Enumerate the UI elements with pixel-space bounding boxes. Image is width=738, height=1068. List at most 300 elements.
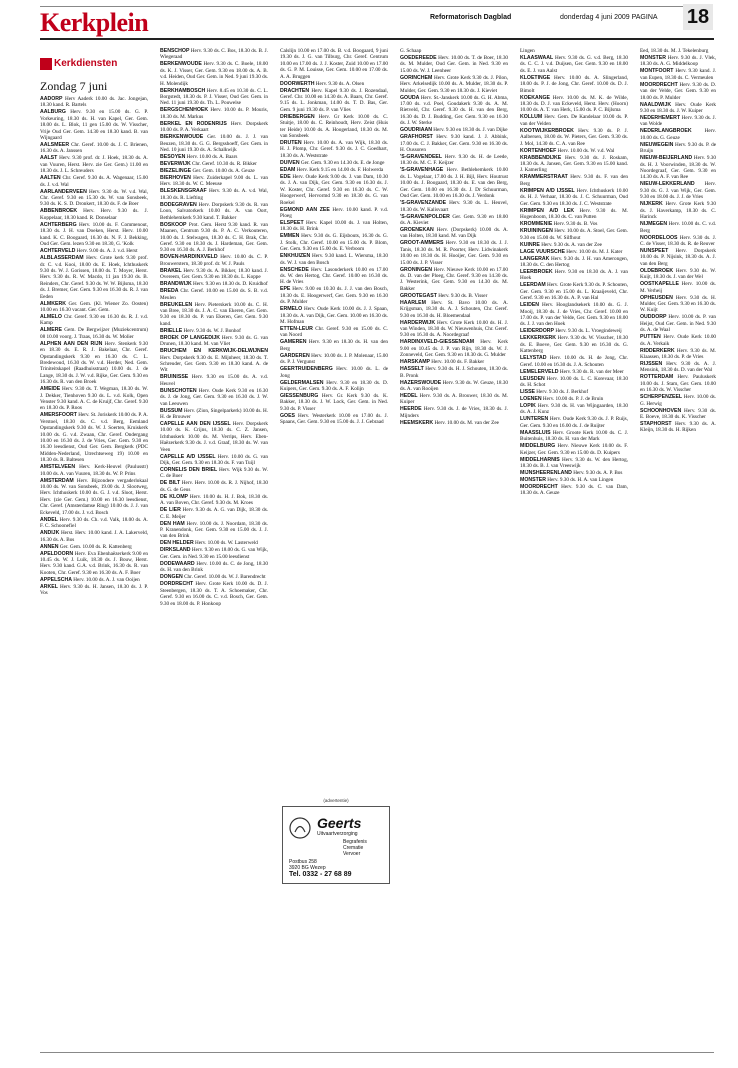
advertisement-label: (advertentie) bbox=[323, 798, 349, 803]
listing-place-name: ERMELO bbox=[280, 306, 303, 313]
church-listing-entry bbox=[40, 544, 148, 550]
listing-service-times: Herv. 9.30 ds. H. van Wijngaarden, 18.30 ds. A. J. Kunz bbox=[520, 402, 628, 416]
page-number: 18 bbox=[683, 4, 713, 30]
listing-place-name: OPHEUSDEN bbox=[640, 294, 673, 301]
listing-place-name: MONSTER bbox=[520, 477, 546, 483]
church-listing-entry bbox=[160, 281, 268, 287]
footer-rule bbox=[40, 1052, 714, 1053]
listing-service-times: Herv. 9.30 ds. W. Kuijt, 18.30 ds. J. van der Wel bbox=[640, 267, 716, 281]
listing-service-times: Herv. 9.30 ds. G. v.d. Berg, 18.30 ds. C. C. J. v.d. Duijsen, Ger. Gem. 9.30 en 18.00 ds. E. J. van Aalst bbox=[520, 55, 628, 74]
listing-place-name: EDE bbox=[280, 173, 291, 180]
church-listing-entry bbox=[400, 95, 508, 127]
church-listing-entry bbox=[400, 240, 508, 266]
listing-service-times: Herv. 9.00 en 10.30 ds. J. J. van den Bosch, 18.30 ds. E. Hoogerwerf, Ger. Gem. 9.30 en 16.30 ds. P. Mulder bbox=[280, 286, 388, 306]
listing-place-name: AMSTERDAM bbox=[40, 477, 74, 484]
listing-place-name: BRIELLE bbox=[160, 327, 183, 334]
listing-service-times: Herv. 10.00 ds. F. Commenout, 18.30 ds. J. H. van Doeken, Herst. Herv. 10.00 kand. K. C. Boogaard, 16.30 ds. N. F. J. Bekking, Oud Ger. Gem. lezen 9.30 en 18.30, G. 'Kolk bbox=[40, 221, 148, 248]
listing-place-name: PUTTEN bbox=[640, 334, 661, 341]
listing-column-2 bbox=[160, 48, 268, 1046]
listing-place-name: BEVERWIJK bbox=[160, 161, 191, 168]
listing-place-name: ENKHUIZEN bbox=[280, 253, 311, 260]
listing-service-times: Herv. 9.30 ds. P. de Bruijn bbox=[640, 141, 716, 155]
listing-place-name: DE BILT bbox=[160, 480, 181, 487]
church-listing-entry bbox=[520, 470, 628, 476]
listing-place-name: ENSCHEDE bbox=[280, 266, 309, 273]
listing-place-name: AARLANDERVEEN bbox=[40, 188, 87, 195]
listing-service-times: Herv. 9.30 ds. R. van der Meer bbox=[559, 368, 624, 375]
listing-service-times: Herv. 9.30 ds. J. Berkhof bbox=[536, 388, 589, 395]
church-listing-entry bbox=[400, 420, 508, 426]
listing-place-name: DRUTEN bbox=[280, 140, 302, 147]
listing-service-times: Herv Aaderk 10.00 ds. Jac. Jongejan, 18.30 kand. R. Bartels bbox=[40, 96, 148, 109]
church-listing-entry bbox=[40, 175, 148, 188]
listing-place-name: LEMELERVELD bbox=[520, 368, 559, 375]
listing-place-name: MIJNSHEERENLAND bbox=[520, 470, 572, 476]
listing-service-times: Herv. St. Bavo 10.00 ds. A. Krijgsman, 18.30 ds. A. J. Schouten, Chr. Geref. 9.30 en 16.30 ds. H. Bloemendaal bbox=[400, 299, 508, 319]
church-listing-entry bbox=[160, 561, 268, 574]
church-listing-entry bbox=[520, 328, 628, 334]
church-listing-entry bbox=[400, 300, 508, 319]
listing-service-times: Herv. 9.30 ds. A. Bikker, 18.30 kand. J. Overeem, Ger. Gem. 9.30 en 18.30 ds. L. Koppe bbox=[160, 267, 268, 281]
listing-place-name: DEN HAM bbox=[160, 520, 185, 527]
church-listing-entry bbox=[400, 134, 508, 153]
listing-place-name: LEERDAM bbox=[520, 282, 546, 289]
listing-place-name: BROEK OP LANGEDIJK bbox=[160, 334, 221, 341]
listing-service-times: Herv. 9.30 en 18.00 ds. G. van Wijk, Ger. Gem. in Ned. 9.30 en 15.00 leesdienst bbox=[160, 547, 268, 560]
listing-place-name: ALMELO bbox=[40, 313, 62, 320]
church-listing-entry bbox=[520, 443, 628, 456]
listing-service-times: Herv. Wijk 9.30 ds. W. C. de Boer bbox=[160, 467, 268, 480]
listing-place-name: KOEKANGE bbox=[520, 94, 550, 101]
listing-place-name: HAARLEM bbox=[400, 299, 426, 306]
advertiser-name: Geerts bbox=[317, 815, 362, 831]
church-listing-entry bbox=[400, 127, 508, 133]
listing-place-name: BENSCHOP bbox=[160, 48, 190, 54]
church-listing-entry bbox=[280, 174, 388, 206]
listing-service-times: Herv. 10.00 ds. C. P. Brouwerstern, 18.30 prof. dr. W. J. Pauls bbox=[160, 254, 268, 267]
listing-service-times: Herv. 9.30 ds. M. Klaassen, 18.30 ds. P. de Vries bbox=[640, 347, 716, 360]
listing-service-times: Herv. Nieuwe Kerk 10.00 ds. F. Keijzer, Ger. Gem. 9.30 en 15.00 ds. D. Kuipers bbox=[520, 443, 628, 456]
church-listing-entry bbox=[520, 114, 628, 127]
church-listing-entry bbox=[160, 421, 268, 453]
listing-place-name: BOSKOOP bbox=[160, 221, 187, 228]
listing-service-times: Herv. 9.30 ds. C. van Dam, 18.30 ds. A. Geuze bbox=[520, 484, 628, 497]
church-listing-entry bbox=[520, 335, 628, 354]
listing-service-times: Herv. 10.00 ds. L. C. Korevaar, 18.30 ds. H. Schot bbox=[520, 375, 628, 388]
advertiser-services bbox=[343, 839, 367, 857]
listing-service-times: Ger. Gem. 10.00 ds. A. Geuze bbox=[192, 168, 255, 175]
advertiser-subtitle: Uitvaartverzorging bbox=[317, 831, 358, 837]
church-listing-entry bbox=[400, 359, 508, 365]
listing-service-times: Herv. St. Joriskerk 10.00 ds. P. A. Verstoel, 18.30 ds. C. v.d. Berg, Eemland Opstandingskerk 9.30 ds. W. J. Soerten, Kruiskerk 10.00 ds. G. v.d. Zwaan, Chr. Geref. Ondergang 10.00 en 16.30 ds. J. de Vries, Ger. Gem. 9.30 en 16.30 leesdienst, Oud Ger. Gem. Bergkerk (PDC Midden-Nederland, Utrechtseweg 19) 10.00 en 18.30 ds. R. Baltesen bbox=[40, 412, 148, 464]
church-listing-entry bbox=[40, 248, 148, 254]
church-listing-entry bbox=[160, 454, 268, 467]
listing-service-times: Herv. 9.30 ds. A. v.d. Wal, 18.30 ds. R. Liefting bbox=[160, 188, 268, 201]
listing-service-times: Herv. Grote Kerk 9.30 ds. J. Pilon, Herv. Arkelsedijk 10.00 ds. A. Mulder, 18.30 ds. P. Mulder, Ger. Gem. 9.30 en 18.30 ds. J. Kieviet bbox=[400, 74, 508, 94]
church-listing-entry bbox=[520, 95, 628, 114]
listing-service-times: Herv. 10.00 ds. J. P. Molenaar, 15.00 ds. P. J. Vergunst bbox=[280, 352, 388, 366]
listing-place-name: BUNSCHOTEN bbox=[160, 387, 197, 394]
listing-service-times: Herv. Dorpskerk 10.00 ds. P. A. Verkaart bbox=[160, 120, 268, 134]
church-listing-entry bbox=[160, 328, 268, 334]
church-listing-entry bbox=[520, 369, 628, 375]
service-item: Crematie bbox=[343, 845, 364, 851]
listing-place-name: BRUINISSE bbox=[160, 374, 189, 381]
listing-place-name: NEDERHEMERT bbox=[640, 115, 681, 122]
church-listing-entry bbox=[160, 494, 268, 507]
church-listing-entry bbox=[40, 109, 148, 141]
listing-place-name: HASSELT bbox=[400, 366, 424, 373]
listing-place-name: GARDEREN bbox=[280, 352, 310, 359]
listing-service-times: Herv. 9.30 ds. J. Vlek, 18.30 ds. A. G. Middelkoop bbox=[640, 55, 716, 68]
listing-place-name: KUINRE bbox=[520, 241, 540, 248]
listing-service-times: G. Schaap bbox=[400, 48, 422, 54]
listing-service-times: Herv. 10.00 ds. P. van Heijst, Oud Ger. Gem. in Ned. 9.30 ds. A. de Waal bbox=[640, 314, 716, 334]
listing-place-name: 'S-GRAVENPOLDER bbox=[400, 213, 450, 220]
listing-column-6 bbox=[640, 48, 716, 1046]
listing-service-times: Herv. 9.30 ds. J. Roskam, 18.30 ds. A. Jansen, Ger. Gem. 9.30 en 15.00 kand. J. Kamerling bbox=[520, 154, 628, 174]
listing-service-times: Ger. Gem. (Kl. Wiener Zo. Oosten) 10.00 en 16.30 vacant. Ger. Gem. bbox=[40, 300, 148, 313]
church-listing-entry bbox=[400, 366, 508, 379]
listing-place-name: ROTTERDAM bbox=[640, 374, 674, 381]
section-logo bbox=[40, 58, 118, 72]
church-listing-entry bbox=[40, 386, 148, 412]
church-listing-entry bbox=[40, 96, 148, 109]
listing-place-name: HARDERWIJK bbox=[400, 319, 436, 326]
listing-place-name: HARDINXVELD-GIESSENDAM bbox=[400, 339, 475, 346]
church-listing-entry bbox=[640, 55, 716, 68]
church-listing-entry bbox=[160, 288, 268, 301]
church-listing-entry bbox=[160, 521, 268, 540]
listing-service-times: Lingen bbox=[520, 48, 535, 54]
listing-place-name: APELDOORN bbox=[40, 550, 74, 557]
listing-service-times: Herv. 10.00 ds. M. J. Kater bbox=[566, 248, 623, 255]
listing-service-times: Herv. Kerk 9.00 en 10.45 ds. J. P. van Rijn, 18.30 ds. W. J. Zonneveld, Ger. Gem. 9.30 en 18.30 ds. G. Mulder bbox=[400, 339, 508, 359]
listing-place-name: ABBENBROEK bbox=[40, 208, 78, 215]
listing-service-times: Herv. (Dorpskerk) 10.00 ds. A. van Holten, 18.30 kand. M. van Dijk bbox=[400, 226, 508, 240]
church-listing-entry bbox=[640, 394, 716, 407]
church-listing-entry bbox=[400, 154, 508, 167]
church-listing-entry bbox=[280, 253, 388, 266]
listing-place-name: DUIVEN bbox=[280, 159, 300, 166]
listing-place-name: BRAKEL bbox=[160, 267, 182, 274]
church-listing-entry bbox=[280, 267, 388, 286]
church-listing-entry bbox=[640, 68, 716, 81]
listing-place-name: HEERDE bbox=[400, 406, 422, 413]
listing-place-name: BESOYEN bbox=[160, 154, 186, 161]
listing-place-name: KRIMPEN A/D LEK bbox=[520, 207, 575, 214]
listing-place-name: MOORDRECHT bbox=[520, 484, 558, 490]
header-bottom-rule bbox=[40, 38, 714, 40]
listing-service-times: Herv. Grote Kerk 9.30 ds. P. Schouten, Ger. Gem. 9.30 en 15.00 ds. L. Kraaijeveld, Chr. Geref. 9.30 en 16.30 ds. A. P. van Hal bbox=[520, 282, 628, 302]
listing-service-times: Herv. Lasonderkerk 10.00 en 17.00 ds. W. den Hertog, Chr. Geref. 10.00 en 16.30 ds. H. de Vries bbox=[280, 266, 388, 286]
listing-service-times: Prot. Gem. Herst 9.30 kand. R. van Maanen, Centrum 9.30 ds. P. A. C. Verkouteren, 10.00 ds. J. Stelwagen, 18.30 ds. C. H. Brak, Chr. Geref. 9.30 en 18.30 ds. J. Hardeman, Ger. Gem. 9.30 en 16.30 ds. A. J. Berkhof bbox=[160, 221, 268, 254]
listing-service-times: Chr. Geref. 10.30 ds. R. Bikker bbox=[192, 161, 257, 168]
listing-service-times: Herv. 10.00 ds. P. Mouris, 18.30 ds. M. Markus bbox=[160, 107, 268, 120]
listing-service-times: Herv. Zuiderkapel 9.00 ds. L. van Herv. 18.30 ds. W. C. Meeuse bbox=[160, 175, 268, 188]
listing-service-times: Herv. 9.30 ds. W. Geuze, 18.30 ds. A. van Rooijen bbox=[400, 379, 508, 392]
listing-place-name: ALPHEN AAN DEN RIJN bbox=[40, 340, 103, 347]
listing-service-times: Herv. Oude Kerk 9.30 ds. J. P. Ruijs, Ger. Gem. 9.30 en 16.00 ds. J. de Ruijter bbox=[520, 416, 628, 429]
church-listing-entry bbox=[640, 48, 716, 54]
listing-service-times: Herv. Dorpskerk 10.00 ds. K. Crijns, 18.30 ds. C. Z. Jansen, Ichthuskerk 10.00 ds. M. Verrips, Herv. Eben-Haëzerkerk 9.30 ds. J. v.d. Graaf, 18.30 ds. W. van Veen bbox=[160, 421, 268, 453]
listing-service-times: Herv. 9.30 ds. H. de Leede, 18.30 ds. M. C. F. Keijzer bbox=[400, 154, 508, 167]
listing-service-times: Herv. Gr Kerk 10.00 ds. C. Stuitje, 18.00 ds. C. Reinhoudt, Herv. Zeist (Huis ter Heide) 10.00 ds. A. Hoogerland, 18.30 ds. M. van Sonsbeek bbox=[280, 113, 388, 140]
church-listing-entry bbox=[280, 380, 388, 393]
church-listing-entry bbox=[160, 467, 268, 480]
listing-service-times: Herv. Westerkerk 10.00 en 17.00 ds. J. Spaans, Ger. Gem. 9.30 en 15.00 ds. J. J. Gebraad bbox=[280, 412, 388, 426]
church-listing-entry bbox=[280, 81, 388, 87]
listing-place-name: ANDIJK bbox=[40, 530, 60, 537]
church-listing-entry bbox=[520, 484, 628, 497]
church-listing-entry bbox=[280, 366, 388, 379]
listing-place-name: BRANDWIJK bbox=[160, 281, 192, 288]
listing-place-name: MAASSLUIS bbox=[520, 429, 551, 436]
listing-place-name: NUNSPEET bbox=[640, 247, 669, 254]
listing-service-times: Herv. 8.45 en 10.30 ds. C. L. Borgstedt, 18.30 ds. P. J. Visser, Oud Ger. Gem. in Ned. 11 juni 19.30 ds. Th. L. Pouwelse bbox=[160, 87, 268, 107]
church-listing-entry bbox=[640, 235, 716, 248]
listing-service-times: Herv. St.-Janskerk 10.00 ds. G. H. Abma, 17.00 ds. v.d. Poel, Goudakerk 9.30 ds. A. M. Rietveld, Chr. Geref. 9.30 ds. H. van den Berg, 16.30 ds. D. J. Budding, Ger. Gem. 9.30 en 16.30 ds. J. W. Sterke bbox=[400, 94, 508, 127]
listing-service-times: Herv. 9.30 ds. B. Vos bbox=[553, 221, 598, 228]
church-listing-entry bbox=[400, 55, 508, 74]
listing-place-name: HAZERSWOUDE bbox=[400, 379, 442, 386]
listing-place-name: ALBLASSERDAM bbox=[40, 255, 84, 262]
listing-place-name: DORDRECHT bbox=[160, 581, 194, 588]
listing-place-name: GORINCHEM bbox=[400, 74, 433, 81]
address-line: Postbus 258 bbox=[289, 859, 317, 865]
listing-service-times: Herv. 10.00 ds. F. Bakker bbox=[431, 359, 485, 366]
listing-service-times: Herv. 9.30 kand. L. Wiersma, 18.30 ds. W. J. van den Bosch bbox=[280, 253, 388, 266]
church-listing-entry bbox=[160, 574, 268, 580]
church-listing-entry bbox=[520, 128, 628, 147]
listing-service-times: Herv. 9.30 ds. W. J. Bonhof bbox=[183, 327, 241, 334]
church-listing-entry bbox=[640, 421, 716, 434]
service-item: Begrafenis bbox=[343, 839, 367, 845]
advertisement[interactable] bbox=[282, 798, 390, 884]
listing-place-name: AMERSFOORT bbox=[40, 412, 77, 419]
listing-service-times: Herv. 10.00 ds. G. van Dijk, Ger. Gem. 9.30 en 18.30 ds. F. van Tuijl bbox=[160, 453, 268, 467]
church-listing-entry bbox=[520, 396, 628, 402]
listing-service-times: Ger. 10.00 ds. J. J. van Beuzen, 18.30 ds. G. G. Bergsshoeff, Ger. Gem. in Ned. 10 juni 19.30 ds. A. Schalkwijk bbox=[160, 134, 268, 154]
listing-service-times: Herv. Oude Kerk 10.00 ds. J. J. Spaan, 18.30 ds. A. van Dijk, Ger. Gem. 10.00 en 16.30 ds. M. Hofman bbox=[280, 306, 388, 325]
church-listing-entry bbox=[640, 115, 716, 128]
listing-place-name: LISSE bbox=[520, 388, 535, 395]
listing-place-name: ELSPEET bbox=[280, 219, 304, 226]
church-listing-entry bbox=[40, 155, 148, 174]
church-listing-entry bbox=[520, 242, 628, 248]
listing-service-times: Herv. 9.30 ds. F. van den Berg bbox=[520, 174, 628, 187]
church-listing-entry bbox=[520, 155, 628, 174]
church-listing-entry bbox=[40, 314, 148, 327]
church-listing-entry bbox=[640, 408, 716, 421]
listing-service-times: Herv. 9.30 ds. H. Jansen, 18.30 ds. J. P. Vos bbox=[40, 583, 148, 597]
listing-place-name: MONTFOORT bbox=[640, 68, 674, 75]
listing-place-name: GEERTRUIDENBERG bbox=[280, 366, 333, 373]
listing-service-times: Herv. 9.30 en 18.30 ds. J. van Dijke bbox=[433, 127, 508, 134]
church-listing-entry bbox=[640, 142, 716, 155]
listing-service-times: Herv. 9.30 ds. W. v.d. Wal, Chr. Geref. 9.30 en 15.30 ds. W. van Sonsbeek, 9.30 ds. K. S. D. Dronkert, 18.30 ds. F. de Boer bbox=[40, 188, 148, 208]
church-listing-entry bbox=[160, 61, 268, 87]
listing-service-times: Ger. Gem. 9.30 en 14.30 ds. E. de Jonge bbox=[300, 159, 385, 166]
listing-service-times: Chr. Geref. 10.00 ds. W. J. Barendrecht bbox=[184, 574, 266, 581]
listing-service-times: Chr. Geref. 10.00 en 15.00 ds. S. B. v.d. Meulen bbox=[160, 288, 268, 301]
church-listing-entry bbox=[640, 155, 716, 181]
listing-place-name: RIJSSEN bbox=[640, 360, 663, 367]
church-listing-entry bbox=[520, 48, 628, 54]
listing-place-name: DE KLOMP bbox=[160, 493, 188, 500]
church-listing-entry bbox=[280, 353, 388, 366]
listing-service-times: Herv. 9.30 ds. A. Kleijn, 18.30 ds. H. Rijken bbox=[640, 421, 716, 434]
listing-service-times: Herv. 9.30 ds. J. de Vries, 18.30 ds. J. Mijnders bbox=[400, 406, 508, 419]
listing-service-times: Herv. 9.30 ds. A. P. Bos bbox=[573, 470, 623, 476]
listing-service-times: Herv. 10.00 ds. C. v.d. Berg bbox=[640, 221, 716, 234]
listing-place-name: AALTEN bbox=[40, 175, 61, 182]
listing-service-times: Herv. Gem. De Kandelaar 10.00 ds. P. van der Velden bbox=[520, 114, 628, 127]
listing-place-name: KRAMMERSTRAAT bbox=[520, 174, 568, 181]
listing-place-name: KLAASWAAL bbox=[520, 55, 554, 61]
listing-service-times: Herv. Oude Kerk 10.00 ds. A. Verkaik bbox=[640, 334, 716, 347]
listing-place-name: AADORP bbox=[40, 96, 63, 102]
listing-place-name: BERKHAMBOSCH bbox=[160, 87, 206, 94]
church-listing-entry bbox=[280, 160, 388, 166]
listing-service-times: Herv. 9.30 ds. A. J. Mensink, 18.30 ds. D. van der Wal bbox=[640, 360, 716, 374]
listing-service-times: Herv. 10.00 ds. T. de Boer, 18.30 ds. M. Mulder, Oud Ger. Gem. in Ned. 9.30 en 15.00 ds. W. J. Leenheer bbox=[400, 55, 508, 74]
church-listing-entry bbox=[520, 188, 628, 207]
church-listing-entry bbox=[280, 326, 388, 339]
listing-place-name: EDAM bbox=[280, 166, 296, 173]
church-listing-entry bbox=[40, 255, 148, 300]
listing-service-times: Herv. 9.30 ds. C. Bos, 18.30 ds. B. J. Wiegeraad bbox=[160, 48, 268, 61]
church-listing-entry bbox=[520, 249, 628, 255]
listing-service-times: Eed, 18.30 ds. M. J. Tekelenburg bbox=[640, 48, 709, 54]
listing-place-name: MONSTER bbox=[640, 55, 666, 61]
listing-place-name: BODEGRAVEN bbox=[160, 201, 197, 208]
church-listing-entry bbox=[640, 268, 716, 281]
church-listing-entry bbox=[640, 82, 716, 101]
listing-place-name: KOOTWIJKERBROEK bbox=[520, 127, 574, 134]
listing-place-name: SCHERPENZEEL bbox=[640, 394, 683, 401]
listing-service-times: Herv. 10.00 ds. A. Baars bbox=[186, 154, 238, 161]
listing-place-name: LEERBROEK bbox=[520, 268, 553, 275]
listing-service-times: Herv. 9.30 kand. J. van Eupen, 18.30 ds. C. Vermeulen bbox=[640, 68, 716, 81]
church-listing-entry bbox=[520, 302, 628, 328]
listing-service-times: Herv. 9.30 en 18.30 ds. D. Kuipers, Ger. Gem. 9.30 ds. A. F. Kolijn bbox=[280, 379, 388, 392]
listing-service-times: Herv. 9.30 ds. E. Boeve, 18.30 ds. K. Visscher bbox=[640, 407, 716, 420]
listing-place-name: BRUCHEM EN KERKWIJK-DELWIJNEN bbox=[160, 348, 268, 355]
listing-column-1 bbox=[40, 96, 148, 1046]
listing-place-name: BERKEL EN RODENRIJS bbox=[160, 120, 227, 127]
church-listing-entry bbox=[160, 254, 268, 267]
listing-place-name: OLDEBROEK bbox=[640, 267, 674, 274]
church-listing-entry bbox=[640, 201, 716, 220]
listing-service-times: Herv. 9.30 ds. P. J. Aalbersen, 18.00 ds. W. Pieters, Ger. Gem. 9.30 ds. J. Mol, 14.30 ds. C. A. van Ree bbox=[520, 127, 628, 147]
church-listing-entry bbox=[280, 286, 388, 305]
listing-service-times: Chr. Geref. 10.00 ds. J. C. Brienen, 16.30 ds. A. Janssen bbox=[40, 142, 148, 155]
listing-place-name: LANGERAK bbox=[520, 255, 550, 262]
listing-place-name: BERGSCHENHOEK bbox=[160, 107, 209, 114]
listing-service-times: Herv. 9.30 en 15.00 ds. G. P. Vorkeuring, 18.30 ds. H. van Kapel, Ger. Gem. 18.00 ds. L. Blok, 11 gen 15.00 ds. W. Visscher, Vrije Oud Ger. Gem. 14.30 en 18.30 kand. B. van Wijngaard bbox=[40, 109, 148, 142]
page-header bbox=[0, 0, 738, 46]
listing-service-times: Herv. 9.30 ds. H. Mulder, Ger. Gem. 9.30 en 16.30 ds. W. Kuijt bbox=[640, 294, 716, 314]
listing-place-name: CAPELLE AAN DEN IJSSEL bbox=[160, 421, 231, 427]
listing-service-times: Herv. 10.00 ds. G. Herwig bbox=[640, 394, 716, 407]
church-listing-entry bbox=[640, 281, 716, 294]
listing-place-name: CAPELLE A/D IJSSEL bbox=[160, 453, 216, 460]
listing-service-times: Herv. 10.00 ds. M. van der Zee bbox=[434, 419, 499, 426]
listing-place-name: LEUSDEN bbox=[520, 375, 545, 382]
listing-service-times: Herv. 10.00 ds. L. de Jong bbox=[280, 366, 388, 379]
listing-service-times: Herv. Oude Kerk 9.30 en 16.30 ds. J. de Jong, Ger. Gem. 9.30 en 16.30 ds. J. W. van Leeuwen bbox=[160, 387, 268, 407]
listing-place-name: SCHOONHOVEN bbox=[640, 407, 682, 414]
church-listing-entry bbox=[160, 547, 268, 560]
listing-column-4 bbox=[400, 48, 508, 1046]
church-listing-entry bbox=[400, 380, 508, 393]
church-listing-entry bbox=[640, 374, 716, 393]
listing-service-times: Herv. Dorpskerk 10.00 ds. P. Nijsink, 18.30 ds. A. J. van den Berg bbox=[640, 247, 716, 267]
listing-place-name: GROOTEGAST bbox=[400, 292, 437, 299]
listing-place-name: BERKENWOUDE bbox=[160, 61, 202, 68]
listing-service-times: Herv. 9.30 ds. H. A. van Lingen bbox=[547, 477, 614, 483]
listing-service-times: Herv. 10.00 ds. A. Slingerland, 18.00 ds. P. J. de Jong, Chr. Geref. 10.00 ds. D. J. Bimolt bbox=[520, 74, 628, 94]
listing-service-times: Herv. Bijzondere vergaderlokaal 10.00 ds. W. van Sonsbeek, 19.00 ds. J. Slootweg, Herv. Ichthuskerk 10.00 ds. G. J. v.d. Sloot, Herst. Herv. (zie Ger. Gem.) 10.00 en 16.30 leesdienst, Chr. Geref. (Amsterdamse Ring) 10.00 ds. J. J. van Eckeveld, 17.00 ds. J. v.d. Bosch bbox=[40, 477, 148, 516]
church-listing-entry bbox=[40, 222, 148, 248]
listing-place-name: LELYSTAD bbox=[520, 355, 547, 362]
listing-place-name: MIDDELHARNIS bbox=[520, 456, 560, 463]
issue-date: donderdag 4 juni 2009 PAGINA bbox=[560, 14, 658, 21]
church-listing-entry bbox=[40, 341, 148, 386]
listing-place-name: NIEUWEGEIN bbox=[640, 141, 674, 148]
listing-service-times: Herv. 9.30 ds. B. Visser bbox=[438, 292, 488, 299]
listing-place-name: GROENEKAN bbox=[400, 226, 434, 233]
listing-place-name: AMEIDE bbox=[40, 386, 61, 393]
church-listing-entry bbox=[40, 551, 148, 577]
church-listing-entry bbox=[160, 335, 268, 348]
listing-place-name: MOORDRECHT bbox=[640, 81, 678, 88]
listing-service-times: Herv. Oude Kerk 9.00 ds. J. van Dam, 10.30 ds. J. A. van Dijk, Ger. Gem. 9.30 en 16.30 ds. J. W. Koster, Chr. Geref. 9.30 en 16.30 ds. C. W. Hoogerwerf, Hervormd 9.30 en 18.30 ds. G. van Roekel bbox=[280, 173, 388, 206]
listing-place-name: NIJMEGEN bbox=[640, 221, 668, 228]
listing-service-times: Herv. 9.30 ds. T. Wegman, 18.30 ds. W. J. Dekker, Tienhoven 9.30 ds. L. v.d. Kolk, Open Venster 9.30 kand. A. C. de Kruijf, Chr. Geref. 9.30 en 18.30 ds. P. Roos bbox=[40, 386, 148, 412]
listing-service-times: Herv. Eva Ebenhaëzerkerk 9.00 en 10.45 ds. W. J. Luik, 18.30 ds. J. Bouw, Herst. Herv. 9.30 kand. G.A. v.d. Brink, 16.30 ds. R. van Kooten, Chr. Geref. 9.30 en 16.30 ds. A. F. Boer bbox=[40, 550, 148, 576]
church-listing-entry bbox=[400, 320, 508, 339]
listing-place-name: ANNEN bbox=[40, 543, 59, 550]
listing-place-name: NEDERLANGBROEK bbox=[640, 128, 692, 135]
listing-place-name: NOORDELOOS bbox=[640, 234, 678, 241]
church-listing-entry bbox=[160, 374, 268, 387]
church-listing-entry bbox=[280, 140, 388, 159]
church-listing-entry bbox=[640, 314, 716, 333]
listing-service-times: Herv. Grote Kerk 9.30 ds. J. Haverkamp, 18.30 ds. C. Harinck bbox=[640, 201, 716, 221]
church-listing-entry bbox=[640, 181, 716, 200]
listing-service-times: Herv. Kapel 10.00 ds. J. van Holten, 18.30 ds. H. Brink bbox=[280, 219, 388, 233]
listing-place-name: OOSTKAPELLE bbox=[640, 281, 679, 288]
church-listing-entry bbox=[520, 477, 628, 483]
church-listing-entry bbox=[520, 269, 628, 282]
listing-service-times: Herv. 10.00 ds. P. J. de Bruin bbox=[542, 395, 604, 402]
listing-place-name: LEIDEN bbox=[520, 302, 540, 309]
listing-service-times: Herv. 9.30 ds. A. Brouwer, 18.30 ds. M. Kuiper bbox=[400, 393, 508, 406]
listing-place-name: EGMOND AAN ZEE bbox=[280, 206, 330, 213]
church-listing-entry bbox=[640, 128, 716, 141]
listing-service-times: Herv. 9.30 ds. J. H. van Amerongen, 18.30 ds. C. den Hertog bbox=[520, 255, 628, 268]
listing-service-times: Herv. 9.00 ds. A. J. v.d. Herst bbox=[76, 248, 138, 255]
listing-place-name: APPELSCHA bbox=[40, 576, 72, 583]
listing-service-times: Herv. 9.30 en 15.00 ds. A. v.d. Heuvel bbox=[160, 374, 268, 387]
listing-service-times: Herv. 10.00 ds. M. K. de Wilde, 18.30 ds. D. J. van Eckeveld, Herst. Herv. (Hoorn) 10.00 ds. A. T. van Herk, 15.00 ds. P. C. Bijlsma bbox=[520, 94, 628, 114]
church-listing-entry bbox=[40, 464, 148, 477]
listing-service-times: Herv. 9.30 ds. G. J. van Wijk, Ger. Gem. 9.30 en 18.00 ds. J. J. de Vries bbox=[640, 181, 716, 201]
listing-service-times: Herv. Bethlehemkerk 10.00 ds. L. Vogelaar, 17.00 ds. J. H. Bijl, Herv. Houtrust 10.00 ds. J. Boogaard, 18.30 ds. E. van den Berg, Ger. Gem. 10.00 en 16.30 ds. J. Dr Schuurman, Oud Ger. Gem. 10.00 en 16.30 ds. J. Verdonk bbox=[400, 167, 508, 200]
listing-service-times: Herv. 9.30 en 18.30 ds. J. J. Tanis, 18.30 ds. M. R. Poorter, Herv. Lidwinakerk 10.00 en 18.30 ds. H. Hooijer, Ger. Gem. 9.30 en 15.00 ds. J. P. Visser bbox=[400, 240, 508, 266]
